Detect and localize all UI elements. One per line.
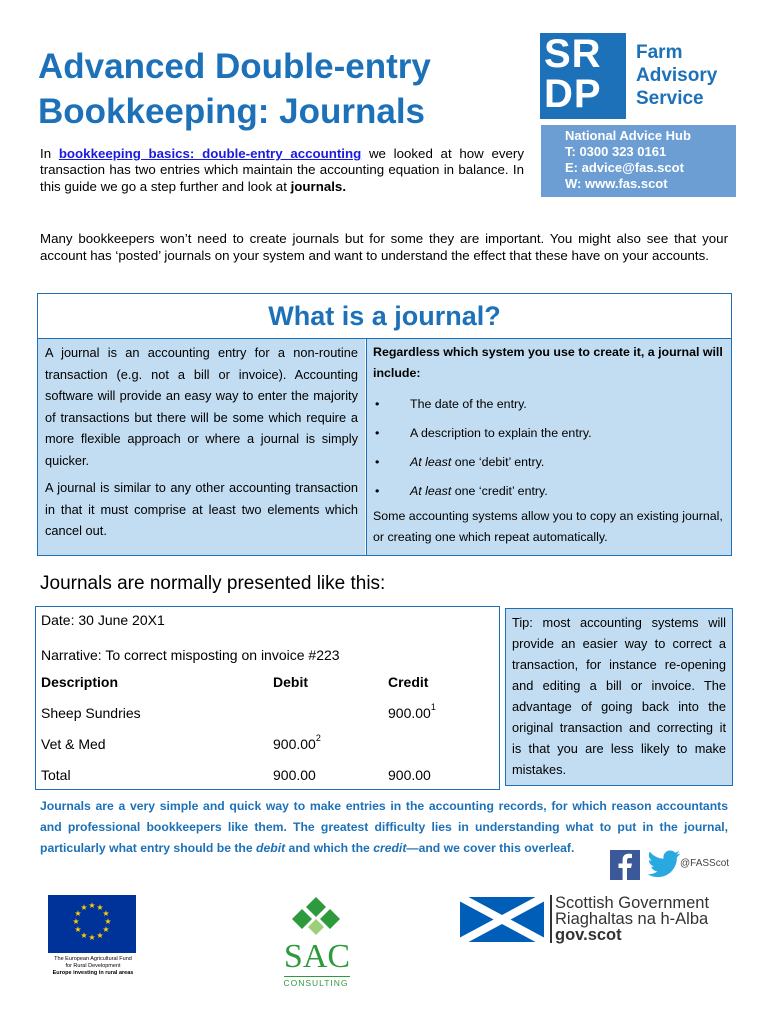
svg-text:★: ★	[102, 909, 110, 918]
journal-narrative-row	[36, 647, 499, 667]
twitter-icon[interactable]	[647, 850, 681, 878]
hub-title: National Advice Hub	[565, 128, 691, 143]
list-item: • The date of the entry.	[373, 390, 725, 419]
facebook-icon[interactable]	[610, 850, 640, 880]
journal-definition-column	[38, 339, 365, 555]
table-row	[36, 733, 499, 756]
sac-divider	[284, 976, 350, 977]
svg-text:★: ★	[96, 931, 104, 940]
intro-text-rest: we looked at how every transaction has two entries which maintain the accounting equation in balance. In this guide we go a step further and look at	[40, 146, 524, 194]
eu-funding-text: The European Agricultural Fund for Rural Development Europe investing in rural areas	[52, 956, 134, 976]
list-item: • At least one ‘credit’ entry.	[373, 477, 725, 506]
svg-text:★: ★	[80, 903, 88, 912]
social-links	[607, 848, 737, 882]
svg-text:★: ★	[88, 901, 96, 910]
header-description: Description	[41, 674, 119, 690]
row-debit: 900.00	[273, 767, 316, 783]
saltire-flag-icon	[460, 897, 544, 942]
row-credit: 900.00$^1$	[388, 702, 436, 721]
title-line-2: Bookkeeping: Journals	[38, 92, 426, 131]
list-item: • At least one ‘debit’ entry.	[373, 448, 725, 477]
closing-paragraph: Journals are a very simple and quick way to make entries in the accounting records, for which reason accountants and professional bookkeepers like them. The greatest difficulty lies in understanding what to put in the journal, particularly what entry should be the debit and which the credit—and we cover this overleaf.	[40, 799, 728, 855]
svg-text:★: ★	[102, 925, 110, 934]
journal-date: Date: 30 June 20X1	[41, 612, 165, 628]
what-is-journal-box	[37, 293, 732, 556]
debit-word: debit	[256, 841, 286, 855]
srdp-logo-box	[540, 33, 626, 119]
scotgov-url: gov.scot	[555, 926, 622, 944]
svg-text:★: ★	[74, 925, 82, 934]
row-description: Total	[41, 767, 71, 783]
logo-letters-bottom: DP	[544, 72, 602, 116]
intro-text-bold: journals.	[290, 178, 347, 194]
journal-header-row	[36, 674, 499, 694]
hub-website: W: www.fas.scot	[565, 176, 668, 191]
logo-line-3: Service	[636, 88, 704, 109]
list-item: • A description to explain the entry.	[373, 419, 725, 448]
svg-text:★: ★	[104, 917, 112, 926]
row-description: Vet & Med	[41, 736, 106, 752]
row-description: Sheep Sundries	[41, 705, 141, 721]
fas-logo	[540, 33, 736, 121]
table-row	[36, 702, 499, 725]
logo-letters-top: SR	[544, 32, 602, 76]
sac-consulting-logo	[276, 895, 356, 995]
title-line-1: Advanced Double-entry	[38, 47, 431, 86]
contents-intro: Regardless which system you use to create it, a journal will include:	[373, 345, 723, 380]
row-credit: 900.00	[388, 767, 431, 783]
journal-narrative: Narrative: To correct misposting on invoice #223	[41, 647, 340, 663]
header-credit: Credit	[388, 674, 429, 690]
table-row	[36, 767, 499, 787]
bullet-icon: •	[375, 455, 380, 469]
contents-list	[373, 390, 725, 506]
logo-line-1: Farm	[636, 42, 683, 63]
twitter-handle: @FASScot	[680, 858, 730, 869]
row-debit: 900.00$^2$	[273, 733, 321, 752]
intro-paragraph-2: Many bookkeepers won’t need to create journals but for some they are important. You might also see that your account has ‘posted’ journals on your system and want to understand the effect that these have on your accounts.	[40, 231, 728, 263]
svg-text:★: ★	[88, 933, 96, 942]
credit-word: credit	[373, 841, 407, 855]
definition-paragraph-2: A journal is similar to any other accounting transaction in that it must comprise at least two elements which cancel out.	[45, 480, 358, 538]
advice-hub-box	[541, 125, 736, 197]
svg-text:★: ★	[72, 917, 80, 926]
logo-line-2: Advisory	[636, 65, 718, 86]
hub-phone: T: 0300 323 0161	[565, 144, 667, 159]
presented-heading: Journals are normally presented like this:	[40, 573, 386, 594]
page-title	[38, 44, 528, 134]
intro-text-start: In	[40, 146, 59, 161]
scotgov-name: Scottish Government	[555, 894, 710, 912]
bullet-icon: •	[375, 397, 380, 411]
svg-text:★: ★	[74, 909, 82, 918]
bookkeeping-basics-link[interactable]: bookkeeping basics: double-entry accounting	[58, 146, 362, 161]
fas-logo-text	[636, 41, 717, 110]
journal-example-box	[35, 606, 500, 790]
intro-paragraph-1	[40, 146, 524, 195]
bullet-icon: •	[375, 426, 380, 440]
sac-subtitle: CONSULTING	[283, 978, 349, 988]
scotgov-divider	[550, 895, 552, 943]
svg-text:★: ★	[96, 903, 104, 912]
scotgov-gaelic: Riaghaltas na h-Alba	[555, 910, 709, 928]
eu-flag-icon	[48, 895, 136, 953]
what-is-journal-heading: What is a journal?	[38, 294, 731, 339]
sac-diamond-icon	[276, 895, 356, 939]
svg-text:★: ★	[80, 931, 88, 940]
eu-funding-logo	[38, 895, 148, 985]
bullet-icon: •	[375, 484, 380, 498]
journal-contents-column	[366, 339, 731, 555]
scottish-government-logo	[460, 895, 740, 945]
definition-paragraph-1: A journal is an accounting entry for a non-routine transaction (e.g. not a bill or invoice). Accounting software will provide an easy way to enter the majority of transactions but there will be some which require a more flexible approach or where a journal is simply quicker.	[45, 345, 358, 468]
sac-wordmark: SAC	[283, 938, 351, 975]
hub-email: E: advice@fas.scot	[565, 160, 684, 175]
journal-date-row	[36, 612, 499, 632]
tip-box: Tip: most accounting systems will provide an easier way to correct a transaction, for instance re-opening and editing a bill or invoice. The advantage of going back into the original transaction and correcting it is that you are less likely to make mistakes.	[505, 608, 733, 786]
header-debit: Debit	[273, 674, 308, 690]
contents-footer: Some accounting systems allow you to copy an existing journal, or creating one which repeat automatically.	[373, 509, 723, 544]
